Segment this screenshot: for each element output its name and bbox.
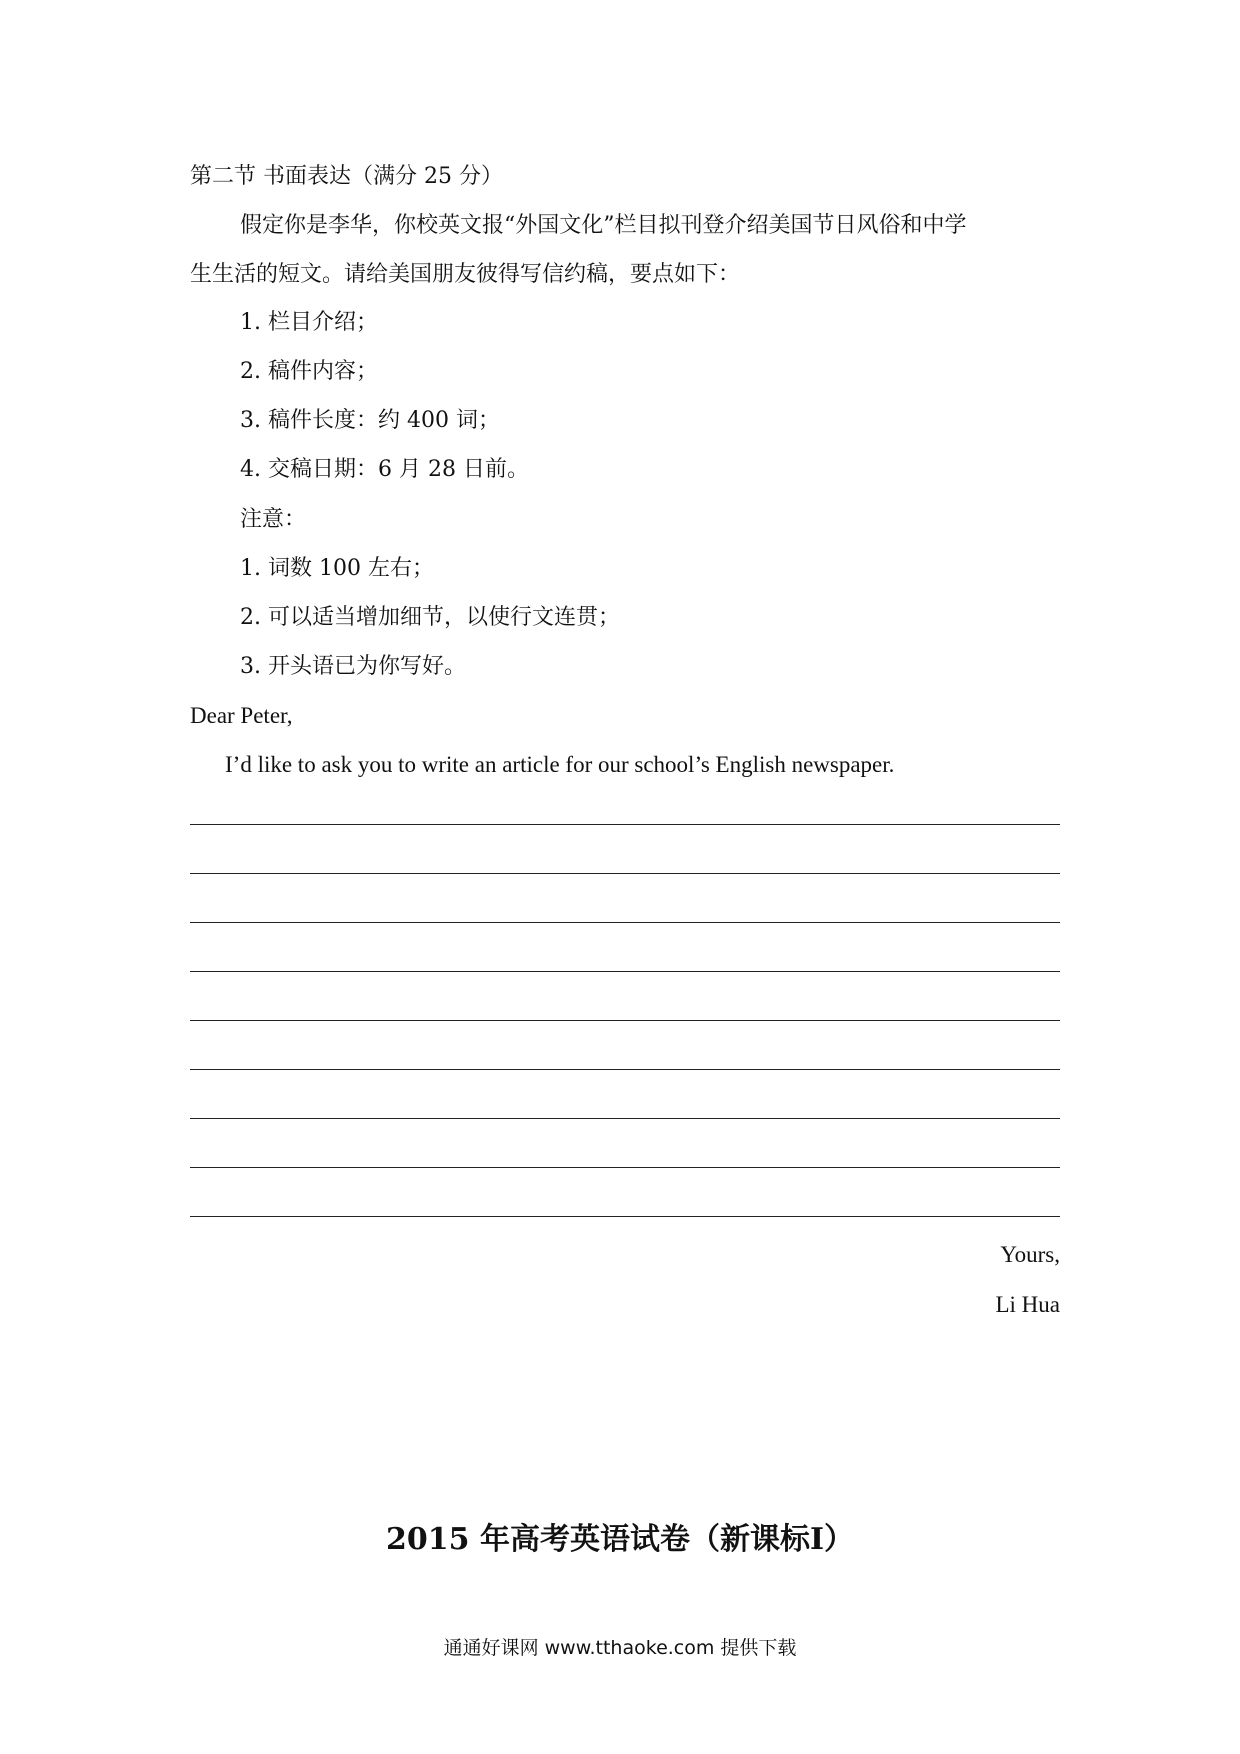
- note-2: 2. 可以适当增加细节，以使行文连贯；: [240, 605, 620, 630]
- key-point-1: 1. 栏目介绍；: [240, 310, 378, 335]
- paper-title: 2015 年高考英语试卷（新课标I）: [386, 1522, 854, 1557]
- note-1: 1. 词数 100 左右；: [240, 556, 434, 581]
- answer-line-4[interactable]: [190, 971, 1060, 972]
- answer-line-7[interactable]: [190, 1118, 1060, 1119]
- key-point-3: 3. 稿件长度：约 400 词；: [240, 408, 500, 433]
- answer-line-5[interactable]: [190, 1020, 1060, 1021]
- key-point-2: 2. 稿件内容；: [240, 359, 378, 384]
- answer-line-8[interactable]: [190, 1167, 1060, 1168]
- prompt-line-2: 生生活的短文。请给美国朋友彼得写信约稿，要点如下：: [190, 262, 741, 287]
- answer-line-3[interactable]: [190, 922, 1060, 923]
- answer-line-2[interactable]: [190, 873, 1060, 874]
- letter-salutation: Dear Peter,: [190, 703, 293, 728]
- answer-line-6[interactable]: [190, 1069, 1060, 1070]
- prompt-line-1: 假定你是李华，你校英文报“外国文化”栏目拟刊登介绍美国节日风俗和中学: [240, 213, 967, 238]
- note-3: 3. 开头语已为你写好。: [240, 654, 466, 679]
- section-heading: 第二节 书面表达（满分 25 分）: [190, 164, 503, 189]
- letter-signature: Li Hua: [995, 1292, 1060, 1317]
- notes-label: 注意：: [240, 507, 307, 532]
- answer-line-9[interactable]: [190, 1216, 1060, 1217]
- key-point-4: 4. 交稿日期：6 月 28 日前。: [240, 457, 529, 482]
- footer-source: 通通好课网 www.tthaoke.com 提供下载: [443, 1637, 797, 1659]
- answer-line-1[interactable]: [190, 824, 1060, 825]
- letter-opening: I’d like to ask you to write an article for our school’s English newspaper.: [225, 752, 895, 777]
- letter-closing: Yours,: [1000, 1242, 1060, 1267]
